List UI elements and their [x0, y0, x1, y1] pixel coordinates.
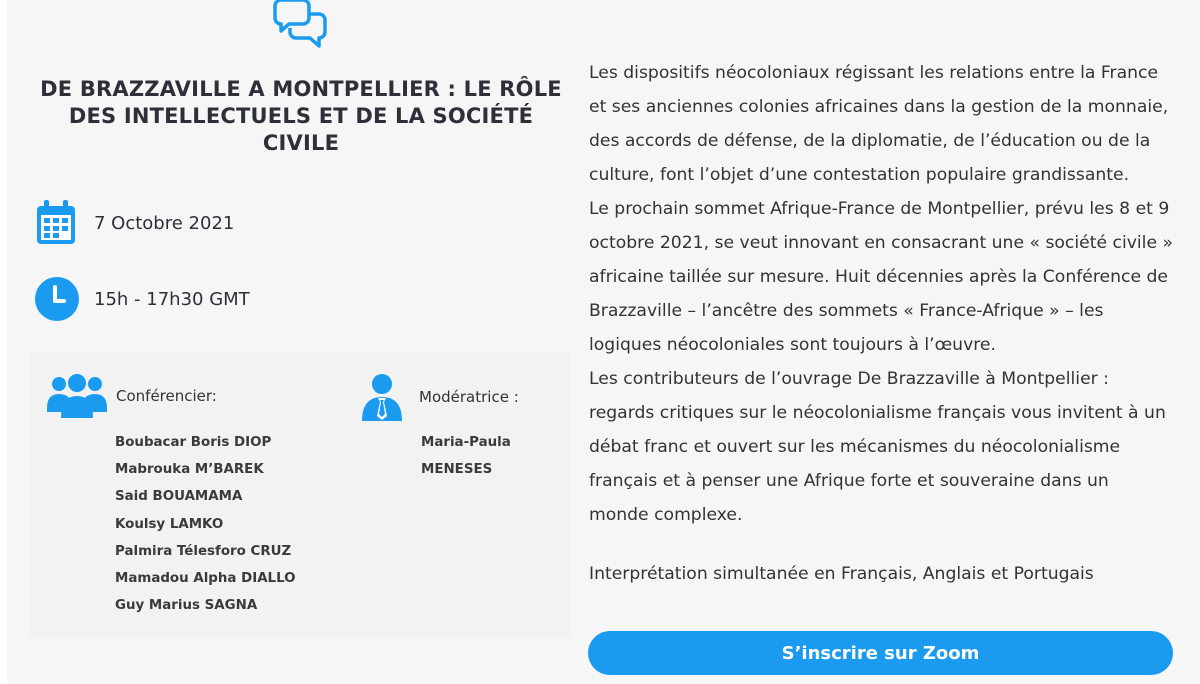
- description-line: débat franc et ouvert sur les mécanismes du néocolonialisme: [589, 437, 1121, 457]
- speakers-list: [115, 429, 296, 619]
- description-line: Le prochain sommet Afrique-France de Montpellier, prévu les 8 et 9: [589, 199, 1170, 219]
- description-line: français et à penser une Afrique forte et souveraine dans un: [589, 471, 1109, 491]
- event-description: [589, 56, 1181, 532]
- description-line: regards critiques sur le néocolonialisme français vous invitent à un: [589, 403, 1166, 423]
- event-date: 7 Octobre 2021: [94, 212, 235, 234]
- chat-bubbles-icon: [270, 0, 332, 48]
- description-line: Les contributeurs de l’ouvrage De Brazzaville à Montpellier :: [589, 369, 1109, 389]
- description-line: culture, font l’objet d’une contestation populaire grandissante.: [589, 165, 1130, 185]
- description-line: Brazzaville – l’ancêtre des sommets « France-Afrique » – les: [589, 301, 1104, 321]
- speakers-header: [47, 374, 217, 418]
- moderator-name: Maria-Paula: [421, 435, 511, 450]
- event-title: DE BRAZZAVILLE A MONTPELLIER : LE RÔLE DES INTELLECTUELS ET DE LA SOCIÉTÉ CIVILE: [40, 77, 562, 155]
- description-line: octobre 2021, se veut innovant en consacrant une « société civile »: [589, 233, 1174, 253]
- calendar-icon: [35, 200, 77, 246]
- speaker-name: Boubacar Boris DIOP: [115, 435, 272, 450]
- description-line: des accords de défense, de la diplomatie, de l’éducation ou de la: [589, 131, 1151, 151]
- moderator-name: MENESES: [421, 462, 493, 478]
- group-icon: [47, 374, 107, 418]
- event-time: 15h - 17h30 GMT: [94, 288, 250, 310]
- speaker-name: Mabrouka M’BAREK: [115, 462, 264, 478]
- date-row: [35, 200, 234, 246]
- person-icon: [360, 373, 404, 421]
- moderator-header: [360, 373, 519, 421]
- speakers-label: Conférencier:: [116, 387, 217, 405]
- description-line: et ses anciennes colonies africaines dans la gestion de la monnaie,: [589, 97, 1169, 117]
- description-line: Les dispositifs néocoloniaux régissant les relations entre la France: [589, 63, 1159, 83]
- speaker-name: Guy Marius SAGNA: [115, 598, 258, 614]
- speaker-name: Palmira Télesforo CRUZ: [115, 543, 292, 559]
- interpretation-note: Interprétation simultanée en Français, Anglais et Portugais: [589, 564, 1094, 584]
- speaker-name: Said BOUAMAMA: [115, 489, 243, 505]
- description-line: logiques néocoloniales sont toujours à l’œuvre.: [589, 335, 996, 355]
- moderator-label: Modératrice :: [419, 388, 519, 406]
- register-zoom-button[interactable]: S’inscrire sur Zoom: [588, 631, 1173, 675]
- speaker-name: Mamadou Alpha DIALLO: [115, 571, 296, 587]
- clock-icon: [35, 277, 79, 321]
- time-row: [35, 277, 250, 321]
- description-line: africaine taillée sur mesure. Huit décennies après la Conférence de: [589, 267, 1168, 287]
- moderator-list: [421, 429, 511, 483]
- description-line: monde complexe.: [589, 505, 743, 525]
- speaker-name: Koulsy LAMKO: [115, 516, 224, 532]
